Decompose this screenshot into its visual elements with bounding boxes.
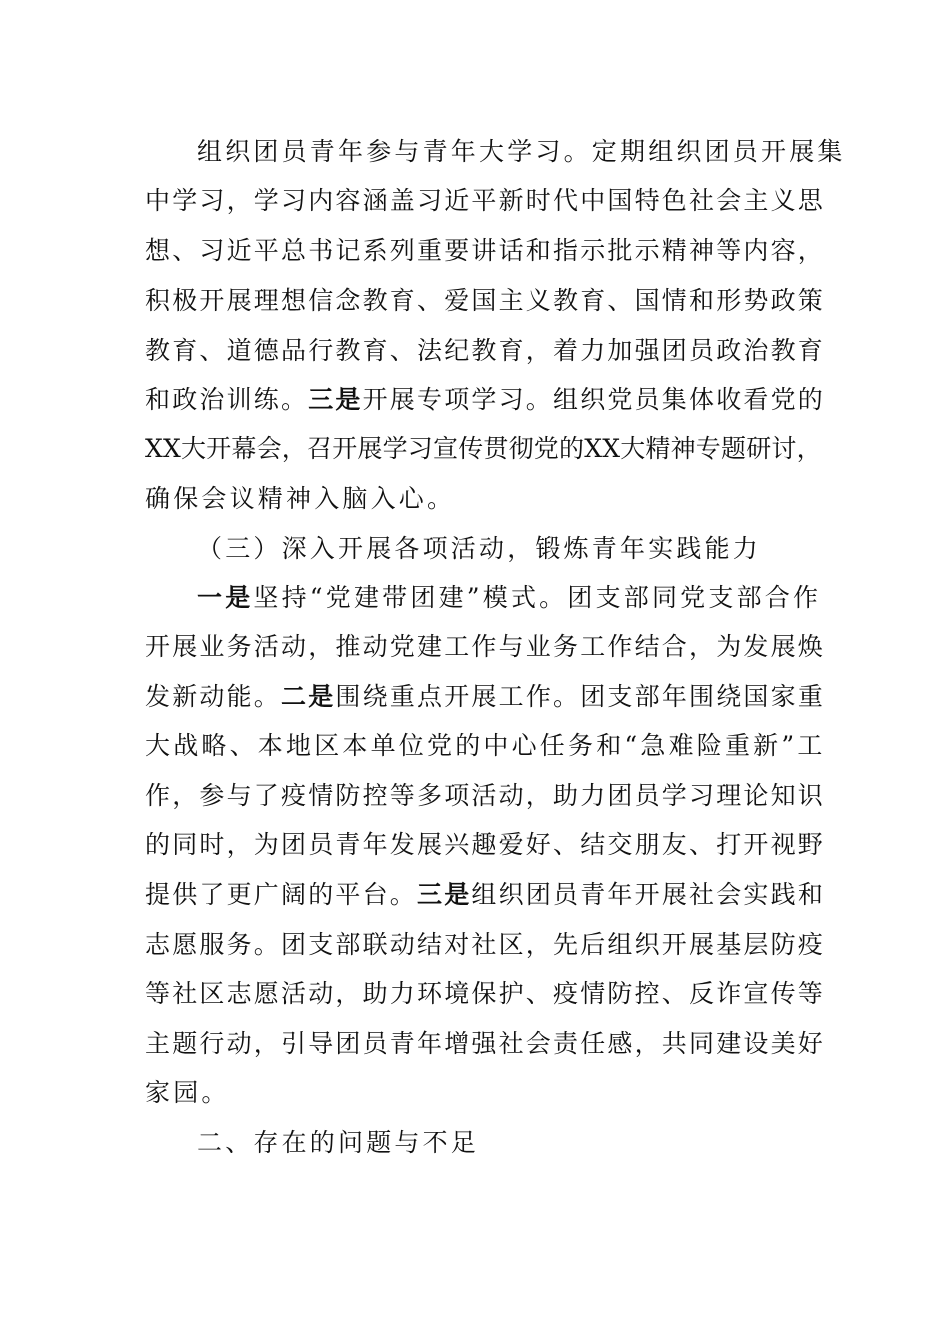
paragraph-line: 教育、道德品行教育、法纪教育，着力加强团员政治教育	[145, 336, 826, 365]
paragraph-line: 主题行动，引导团员青年增强社会责任感，共同建设美好	[145, 1029, 826, 1058]
paragraph-line: 等社区志愿活动，助力环境保护、疫情防控、反诈宣传等	[145, 979, 826, 1008]
paragraph-line: 组织团员青年参与青年大学习。定期组织团员开展集	[197, 137, 846, 166]
paragraph-line: 志愿服务。团支部联动结对社区，先后组织开展基层防疫	[145, 930, 826, 959]
paragraph-line: 一是坚持“党建带团建”模式。团支部同党支部合作	[197, 583, 822, 612]
bold-marker: 三是	[308, 385, 363, 414]
bold-marker: 二是	[281, 682, 336, 711]
paragraph-line: 的同时，为团员青年发展兴趣爱好、结交朋友、打开视野	[145, 830, 826, 859]
paragraph-line: 作，参与了疫情防控等多项活动，助力团员学习理论知识	[145, 781, 826, 810]
bold-marker: 三是	[417, 880, 472, 909]
paragraph-line: XX大开幕会，召开展学习宣传贯彻党的XX大精神专题研讨，	[145, 434, 822, 463]
paragraph-line: 发新动能。二是围绕重点开展工作。团支部年围绕国家重	[145, 682, 826, 711]
bold-marker: 一是	[197, 583, 254, 612]
paragraph-line: 想、习近平总书记系列重要讲话和指示批示精神等内容，	[145, 236, 826, 265]
paragraph-line: 确保会议精神入脑入心。	[145, 484, 456, 513]
paragraph-line: 开展业务活动，推动党建工作与业务工作结合，为发展焕	[145, 632, 826, 661]
paragraph-line: 家园。	[145, 1078, 230, 1107]
paragraph-line: 中学习，学习内容涵盖习近平新时代中国特色社会主义思	[145, 186, 826, 215]
paragraph-line: 和政治训练。三是开展专项学习。组织党员集体收看党的	[145, 385, 826, 414]
paragraph-line: 积极开展理想信念教育、爱国主义教育、国情和形势政策	[145, 286, 826, 315]
section-heading: （三）深入开展各项活动，锻炼青年实践能力	[197, 534, 762, 563]
paragraph-line: 提供了更广阔的平台。三是组织团员青年开展社会实践和	[145, 880, 826, 909]
section-heading: 二、存在的问题与不足	[197, 1128, 480, 1157]
paragraph-line: 大战略、本地区本单位党的中心任务和“急难险重新”工	[145, 731, 826, 760]
